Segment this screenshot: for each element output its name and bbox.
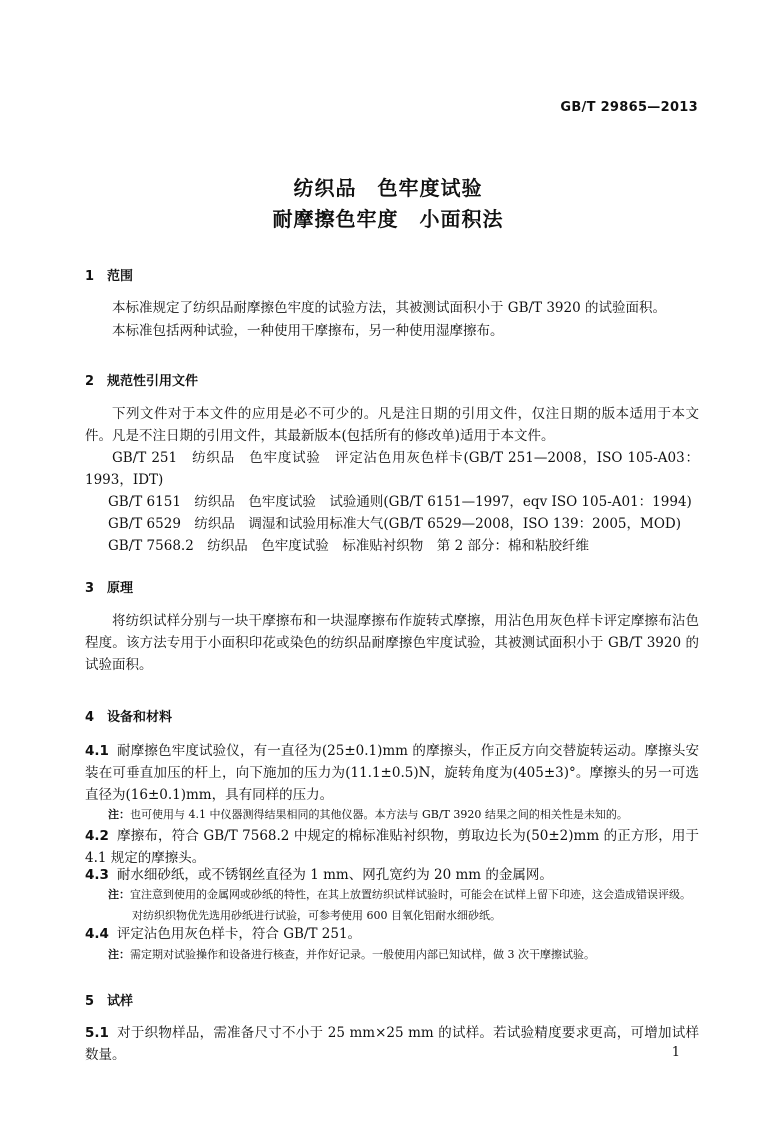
note-4-3 — [108, 884, 700, 926]
section-number: 2 — [85, 374, 95, 389]
clause-text: 对于织物样品，需准备尺寸不小于 25 mm×25 mm 的试样。若试验精度要求更高，可增加试样数量。 — [85, 1025, 699, 1063]
section-title: 范围 — [107, 269, 134, 284]
section-3-paragraph-1: 将纺织试样分别与一块干摩擦布和一块湿摩擦布作旋转式摩擦，用沾色用灰色样卡评定摩擦布沾色程度。该方法专用于小面积印花或染色的纺织品耐摩擦色牢度试验，其被测试面积小于 GB/T 3920 的试验面积。 — [85, 613, 699, 673]
title-line-2: 耐摩擦色牢度 小面积法 — [272, 207, 504, 231]
section-1-paragraph-2: 本标准包括两种试验，一种使用干摩擦布，另一种使用湿摩擦布。 — [112, 323, 504, 339]
clause-number: 4.3 — [85, 867, 109, 883]
clause-number: 5.1 — [85, 1025, 109, 1041]
section-title: 原理 — [107, 581, 134, 596]
section-4-heading — [85, 706, 172, 725]
note-text: 需定期对试验操作和设备进行核查，并作好记录。一般使用内部已知试样，做 3 次干摩擦试验。 — [130, 948, 595, 961]
note-text: 也可使用与 4.1 中仪器测得结果相同的其他仪器。本方法与 GB/T 3920 结果之间的相关性是未知的。 — [130, 808, 628, 821]
section-number: 5 — [85, 994, 95, 1009]
clause-text: 评定沾色用灰色样卡，符合 GB/T 251。 — [116, 926, 362, 942]
normative-reference: GB/T 6151 纺织品 色牢度试验 试验通则(GB/T 6151—1997，eqv ISO 105-A01：1994) — [108, 494, 692, 510]
clause-text: 耐水细砂纸，或不锈钢丝直径为 1 mm、网孔宽约为 20 mm 的金属网。 — [116, 867, 553, 883]
section-1-heading — [85, 265, 133, 284]
clause-4-4 — [85, 923, 699, 945]
section-number: 4 — [85, 710, 95, 725]
section-number: 3 — [85, 581, 95, 596]
section-5-heading — [85, 990, 133, 1009]
page-number: 1 — [671, 1045, 680, 1060]
section-title: 设备和材料 — [107, 710, 173, 725]
normative-reference: GB/T 6529 纺织品 调湿和试验用标准大气(GB/T 6529—2008，ISO 139：2005，MOD) — [108, 516, 681, 532]
clause-number: 4.4 — [85, 926, 109, 942]
section-3-heading — [85, 577, 133, 596]
clause-text: 摩擦布，符合 GB/T 7568.2 中规定的棉标准贴衬织物，剪取边长为(50±2)mm 的正方形，用于 4.1 规定的摩擦头。 — [85, 828, 699, 866]
clause-4-2 — [85, 825, 699, 869]
section-title: 规范性引用文件 — [107, 374, 199, 389]
title-line-1: 纺织品 色牢度试验 — [293, 176, 483, 200]
clause-text: 耐摩擦色牢度试验仪，有一直径为(25±0.1)mm 的摩擦头，作正反方向交替旋转运动。摩擦头安装在可垂直加压的杆上，向下施加的压力为(11.1±0.5)N，旋转角度为(405±3)°。摩擦头的另一可选直径为(16±0.1)mm，具有同样的压力。 — [85, 743, 699, 803]
clause-number: 4.1 — [85, 743, 109, 759]
standard-code: GB/T 29865—2013 — [560, 100, 698, 115]
note-label: 注： — [108, 888, 130, 901]
clause-5-1 — [85, 1022, 699, 1066]
clause-number: 4.2 — [85, 828, 109, 844]
note-text: 宜注意到使用的金属网或砂纸的特性，在其上放置纺织试样试验时，可能会在试样上留下印迹，这会造成错误评级。对纺织织物优先选用砂纸进行试验，可参考使用 600 目氧化铝耐水细砂纸。 — [130, 888, 691, 922]
clause-4-1 — [85, 740, 699, 806]
note-label: 注： — [108, 948, 130, 961]
normative-reference: GB/T 251 纺织品 色牢度试验 评定沾色用灰色样卡(GB/T 251—2008，ISO 105-A03：1993，IDT) — [85, 450, 699, 488]
section-1-paragraph-1: 本标准规定了纺织品耐摩擦色牢度的试验方法，其被测试面积小于 GB/T 3920 的试验面积。 — [112, 300, 666, 316]
section-number: 1 — [85, 269, 95, 284]
section-title: 试样 — [107, 994, 134, 1009]
clause-4-3 — [85, 864, 699, 886]
section-2-heading — [85, 370, 198, 389]
section-2-paragraph-1: 下列文件对于本文件的应用是必不可少的。凡是注日期的引用文件，仅注日期的版本适用于本文件。凡是不注日期的引用文件，其最新版本(包括所有的修改单)适用于本文件。 — [85, 406, 699, 444]
note-4-1 — [108, 804, 700, 825]
note-label: 注： — [108, 808, 130, 821]
normative-reference: GB/T 7568.2 纺织品 色牢度试验 标准贴衬织物 第 2 部分：棉和粘胶纤维 — [108, 538, 589, 554]
note-4-4 — [108, 944, 700, 965]
